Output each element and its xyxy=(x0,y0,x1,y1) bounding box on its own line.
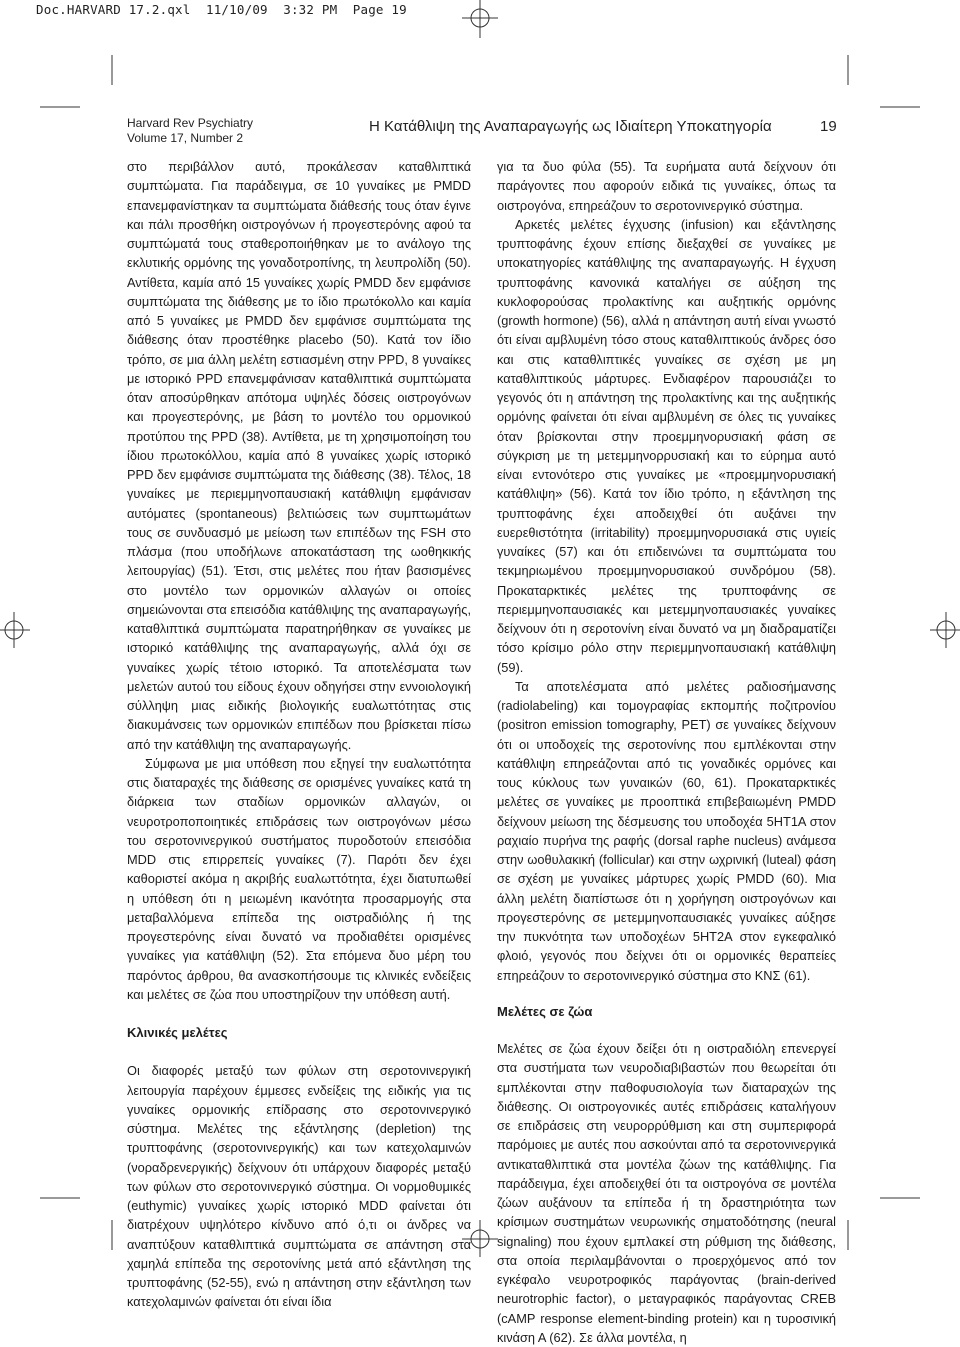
section-heading-clinical-studies: Κλινικές μελέτες xyxy=(127,1025,228,1040)
journal-volume: Volume 17, Number 2 xyxy=(127,131,244,145)
print-slug: Doc.HARVARD 17.2.qxl 11/10/09 3:32 PM Page 19 xyxy=(36,2,407,17)
running-head-journal xyxy=(127,116,253,146)
crop-mark-top-left-icon xyxy=(40,55,120,115)
right-column xyxy=(497,157,836,1347)
section-heading-animal-studies: Μελέτες σε ζώα xyxy=(497,1003,593,1019)
paragraph: στο περιβάλλον αυτό, προκάλεσαν καταθλιπτικά συμπτώματα. Για παράδειγμα, σε 10 γυναίκες με PMDD επανεμφανίστηκαν τα συμπτώματα διάθεσής τους όταν έγινε και πάλι προσθήκη οιστρογόνων ή προγεστερόνης αφού τα συμπτώματά τους σταθεροποιήθηκαν με το ανάλογο της εκλυτικής ορμόνης της γοναδοτροπίνης, τη λευπρολίδη (50). Αντίθετα, καμία από 15 γυναίκες χωρίς PMDD δεν εμφάνισε συμπτώματα της διάθεσης με το ίδιο πρωτόκολλο και καμία από 5 γυναίκες με PMDD δεν εμφάνισε συμπτώματα της διάθεσης όταν προστέθηκε placebo (50). Κατά τον ίδιο τρόπο, σε μια άλλη μελέτη εστιασμένη στην PPD, 8 γυναίκες με ιστορικό PPD επανεμφάνισαν καταθλιπτικά συμπτώματα όταν αποσύρθηκαν απότομα υψηλές δόσεις οιστρογόνων και προγεστερόνης, με βάση το μοντέλο του ορμονικού προτύπου της PPD (38). Αντίθετα, με τη χρησιμοποίηση του ίδιου πρωτοκόλλου, καμία από 8 γυναίκες χωρίς ιστορικό PPD δεν εμφάνισε συμπτώματα της διάθεσης (38). Τέλος, 18 γυναίκες με περιεμμηνοπαυσιακή κατάθλιψη εμφάνισαν αυτόματες (spontaneous) βελτιώσεις των συμπτωμάτων τους σε συνδυασμό με μείωση των επιπέδων της FSH στο πλάσμα (που υποδήλωνε αποκατάσταση της ωοθηκικής λειτουργίας) (51). Έτσι, στις μελέτες που ήταν βασισμένες στο μοντέλο των ορμονικών αλλαγών οι οποίες σημειώνονται στα επεισόδια κατάθλιψης της αναπαραγωγής, καταθλιπτικά συμπτώματα παρατηρήθηκαν σε γυναίκες με ιστορικό κατάθλιψης της αναπαραγωγής, αλλά όχι σε γυναίκες χωρίς τέτοιο ιστορικό. Τα αποτελέσματα των μελετών αυτού του είδους έχουν οδηγήσει στην εννοιολογική σύλληψη μιας ειδικής βιολογικής ευαλωττότητας στις διακυμάνσεις των ορμονικών επιπέδων που βρίσκεται πίσω από την κατάθλιψη της αναπαραγωγής. xyxy=(127,159,471,752)
registration-mark-top-icon xyxy=(460,0,500,40)
paragraph: Σύμφωνα με μια υπόθεση που εξηγεί την ευαλωττότητα στις διαταραχές της διάθεσης σε ορισμένες γυναίκες κατά τη διάρκεια των σταδίων ορμονικών αλλαγών, οι νευροτροποποιητικές επιδράσεις των οιστρογόνων μέσω του σεροτονινεργικού συστήματος πυροδοτούν επεισόδια MDD στις επιρρεπείς γυναίκες (7). Παρότι δεν έχει καθοριστεί ακόμα η ακριβής ευαλωττότητα, έχει διατυπωθεί η υπόθεση ότι η μειωμένη ικανότητα προσαρμογής στα μεταβαλλόμενα επίπεδα της οιστραδιόλης ή της προγεστερόνης είναι δυνατό να προδιαθέτει ορισμένες γυναίκες για κατάθλιψη (52). Στα επόμενα δυο μέρη του παρόντος άρθρου, θα ανασκοπήσουμε τις κλινικές ενδείξεις και μελέτες σε ζώα που υποστηρίζουν την υπόθεση αυτή. xyxy=(127,755,471,1002)
journal-name: Harvard Rev Psychiatry xyxy=(127,116,254,130)
registration-mark-right-icon xyxy=(930,610,960,650)
paragraph: Αρκετές μελέτες έγχυσης (infusion) και εξάντλησης τρυπτοφάνης έχουν επίσης διεξαχθεί σε γυναίκες με υποκατηγορίες κατάθλιψης της αναπαραγωγής. Η έγχυση τρυπτοφάνης κανονικά καταλήγει σε αύξηση της κυκλοφορούσας προλακτίνης και αυξητικής ορμόνης (growth hormone) (56), αλλά η απάντηση αυτή είναι γνωστό ότι είναι αμβλυμένη τόσο στους καταθλιπτικούς άνδρες όσο και στις καταθλιπτικές γυναίκες σε σχέση με μη καταθλιπτικούς μάρτυρες. Ενδιαφέρον παρουσιάζει το γεγονός ότι η απάντηση της προλακτίνης και της αυξητικής ορμόνης φαίνεται ότι είναι αμβλυμένη σε όλες τις γυναίκες όταν βρίσκονται στην προεμμηνορυσιακή φάση σε σύγκριση με τη μετεμμηνορρυσιακή και το εύρημα αυτό είναι εντονότερο στις γυναίκες με «προεμμηνορυσιακή κατάθλιψη» (56). Κατά τον ίδιο τρόπο, η εξάντληση της τρυπτοφάνης έχει αποδειχθεί ότι αυξάνει την ευερεθιστότητα (irritability) προεμμηνορυσιακά στις υγιείς γυναίκες (57) και ότι επιδεινώνει τα συμπτώματα του τεκμηριωμένου προεμμηνορυσιακού συνδρόμου (58). Προκαταρκτικές μελέτες της τρυπτοφάνης σε περιεμμηνοπαυσιακές και μετεμμηνοπαυσιακές γυναίκες δείχνουν ότι η σεροτονίνη είναι δυνατό να μη διαδραματίζει τόσο κρίσιμο ρόλο στην περιεμμηνοπαυσιακή κατάθλιψη (59). xyxy=(497,216,836,675)
crop-mark-top-right-icon xyxy=(840,55,920,115)
paragraph: Μελέτες σε ζώα έχουν δείξει ότι η οιστραδιόλη επενεργεί στα συστήματα των νευροδιαβιβαστών που θεωρείται ότι εμπλέκονται στην παθοφυσιολογία των διαταραχών της διάθεσης. Οι οιστρογονικές αυτές επιδράσεις καταλήγουν σε επιδράσεις στη νευρορρύθμιση και στη συμπεριφορά παρόμοιες με αυτές που ασκούνται από τα σεροτονινεργικά αντικαταθλιπτικά στα μοντέλα ζώων της κατάθλιψης. Για παράδειγμα, έχει αποδειχθεί ότι τα οιστρογόνα σε μοντέλα ζώων αυξάνουν τα επίπεδα ή τη δραστηριότητα των κρίσιμων συστημάτων νευρωνικής σηματοδότησης (neural signaling) που έχουν εμπλακεί στη ρύθμιση της διάθεσης, στα οποία περιλαμβάνονται ο προερχόμενος από τον εγκέφαλο νευροτροφικός παράγοντας (brain-derived neurotrophic factor), ο μεταγραφικός παράγοντας CREB (cAMP response element-binding protein) και η τυροσινική κινάση Α (62). Σε άλλα μοντέλα, η xyxy=(497,1041,836,1345)
paragraph: Οι διαφορές μεταξύ των φύλων στη σεροτονινεργική λειτουργία παρέχουν έμμεσες ενδείξεις της ειδικής για τις γυναίκες ορμονικής επίδρασης στο σεροτονινεργικό σύστημα. Μελέτες της εξάντλησης (depletion) της τρυπτοφάνης (σεροτονινεργικής) και των κατεχολαμινών (νοραδρενεργικής) δείχνουν ότι υπάρχουν διαφορές μεταξύ των φύλων στο σεροτονινεργικό σύστημα. Οι νορμοθυμικές (euthymic) γυναίκες χωρίς ιστορικό MDD φαίνεται ότι διατρέχουν υψηλότερο κίνδυνο από ό,τι οι άνδρες να αναπτύξουν καταθλιπτικά συμπτώματα σε απάντηση στα χαμηλά επίπεδα της σεροτονίνης μετά από εξάντληση της τρυπτοφάνης (52-55), ενώ η απάντηση στην εξάντληση των κατεχολαμινών φαίνεται ότι είναι ίδια xyxy=(127,1063,471,1310)
left-column xyxy=(127,157,471,1312)
registration-mark-left-icon xyxy=(0,610,30,650)
running-head-title: Η Κατάθλιψη της Αναπαραγωγής ως Ιδιαίτερη Υποκατηγορία xyxy=(369,118,772,135)
paragraph: για τα δυο φύλα (55). Τα ευρήματα αυτά δείχνουν ότι παράγοντες που αφορούν ειδικά τις γυναίκες, όπως τα οιστρογόνα, επηρεάζουν το σεροτονινεργικό σύστημα. xyxy=(497,159,836,213)
page-number: 19 xyxy=(820,118,837,135)
paragraph: Τα αποτελέσματα από μελέτες ραδιοσήμανσης (radiolabeling) και τομογραφίας εκπομπής ποζιτρονίου (positron emission tomography, PET) σε γυναίκες δείχνουν ότι οι υποδοχείς της σεροτονίνης που εμπλέκονται στην κατάθλιψη επηρεάζονται από τις γοναδικές ορμόνες και τους κύκλους των γυναικών (60, 61). Προκαταρκτικές μελέτες σε γυναίκες με προοπτικά επιβεβαιωμένη PMDD δείχνουν μείωση της δέσμευσης του υποδοχέα 5HT1A στον ραχιαίο πυρήνα της ραφής (dorsal raphe nucleus) ανάμεσα στην ωοθυλακική (follicular) και στην ωχρινική (luteal) φάση σε σχέση με γυναίκες μάρτυρες χωρίς PMDD (60). Μια άλλη μελέτη διαπίστωσε ότι η χορήγηση οιστρογόνων και προγεστερόνης σε μετεμμηνοπαυσιακές γυναίκες αύξησε την πυκνότητα των υποδοχέων 5HT2A στον εγκεφαλικό φλοιό, γεγονός που δείχνει ότι οι ορμονικές θεραπείες επηρεάζουν το σεροτονινεργικό σύστημα στο ΚΝΣ (61). xyxy=(497,678,836,983)
crop-mark-bottom-left-icon xyxy=(40,1180,120,1250)
crop-mark-bottom-right-icon xyxy=(840,1180,920,1250)
